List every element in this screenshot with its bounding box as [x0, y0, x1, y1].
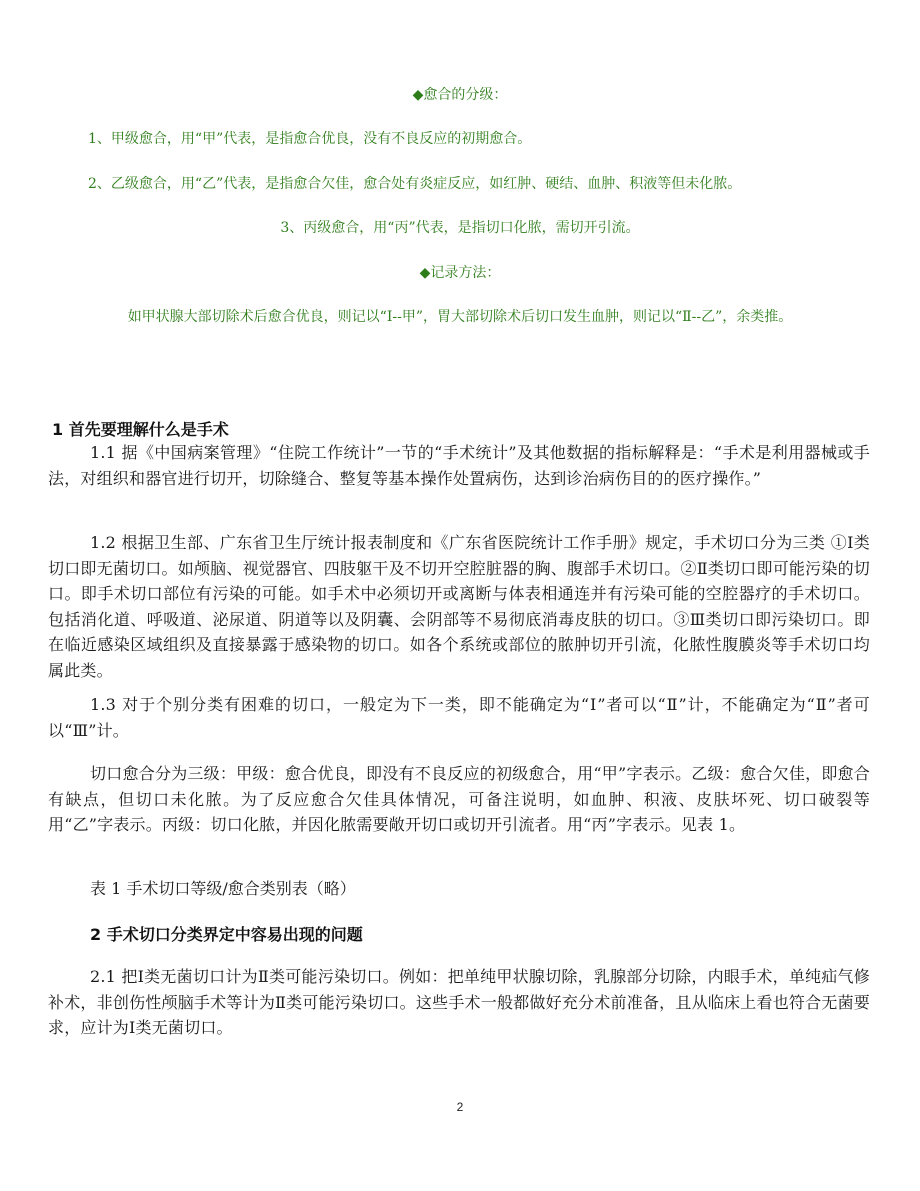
paragraph-2-1: 2.1 把Ⅰ类无菌切口计为Ⅱ类可能污染切口。例如：把单纯甲状腺切除，乳腺部分切除，内眼手术，单纯疝气修补术，非创伤性颅脑手术等计为Ⅱ类可能污染切口。这些手术一般都做好充分术前准备，且从临床上看也符合无菌要求，应计为Ⅰ类无菌切口。: [48, 967, 870, 1037]
record-method-text: 如甲状腺大部切除术后愈合优良，则记以“Ⅰ--甲”，胃大部切除术后切口发生血肿，则记以“Ⅱ--乙”，余类推。: [127, 309, 793, 325]
table-caption: 表 1 手术切口等级/愈合类别表（略）: [90, 879, 356, 898]
paragraph-1-3: 1.3 对于个别分类有困难的切口，一般定为下一类，即不能确定为“Ⅰ”者可以“Ⅱ”计，不能确定为“Ⅱ”者可以“Ⅲ”计。: [48, 695, 870, 740]
healing-grade-line-1: 1、甲级愈合，用“甲”代表，是指愈合优良，没有不良反应的初期愈合。: [88, 131, 532, 147]
paragraph-1-2: 1.2 根据卫生部、广东省卫生厅统计报表制度和《广东省医院统计工作手册》规定，手术切口分为三类 ①Ⅰ类切口即无菌切口。如颅脑、视觉器官、四肢躯干及不切开空腔脏器的胸、腹部手术切口。②Ⅱ类切口即可能污染的切口。即手术切口部位有污染的可能。如手术中必须切开或离断与体表相通连并有污染可能的空腔器疗的手术切口。包括消化道、呼吸道、泌尿道、阴道等以及阴囊、会阴部等不易彻底消毒皮肤的切口。③Ⅲ类切口即污染切口。即在临近感染区域组织及直接暴露于感染物的切口。如各个系统或部位的脓肿切开引流，化脓性腹膜炎等手术切口均属此类。: [48, 533, 870, 680]
healing-grade-heading: ◆愈合的分级：: [412, 87, 508, 103]
healing-grade-line-3: 3、丙级愈合，用“丙”代表，是指切口化脓，需切开引流。: [280, 220, 640, 236]
record-method-heading: ◆记录方法：: [419, 265, 501, 281]
section-1-title: 1 首先要理解什么是手术: [52, 420, 229, 439]
paragraph-healing-grades: 切口愈合分为三级：甲级：愈合优良，即没有不良反应的初级愈合，用“甲”字表示。乙级：愈合欠佳，即愈合有缺点，但切口未化脓。为了反应愈合欠佳具体情况，可备注说明，如血肿、积液、皮肤坏死、切口破裂等用“乙”字表示。丙级：切口化脓，并因化脓需要敞开切口或切开引流者。用“丙”字表示。见表 1。: [48, 764, 870, 834]
section-2-title: 2 手术切口分类界定中容易出现的问题: [90, 925, 363, 944]
healing-grade-line-2: 2、乙级愈合，用“乙”代表，是指愈合欠佳，愈合处有炎症反应，如红肿、硬结、血肿、积液等但未化脓。: [88, 176, 742, 192]
page-number: 2: [456, 1100, 464, 1114]
paragraph-1-1: 1.1 据《中国病案管理》“住院工作统计”一节的“手术统计”及其他数据的指标解释是：“手术是利用器械或手法，对组织和器官进行切开，切除缝合、整复等基本操作处置病伤，达到诊治病伤目的的医疗操作。”: [48, 443, 870, 488]
